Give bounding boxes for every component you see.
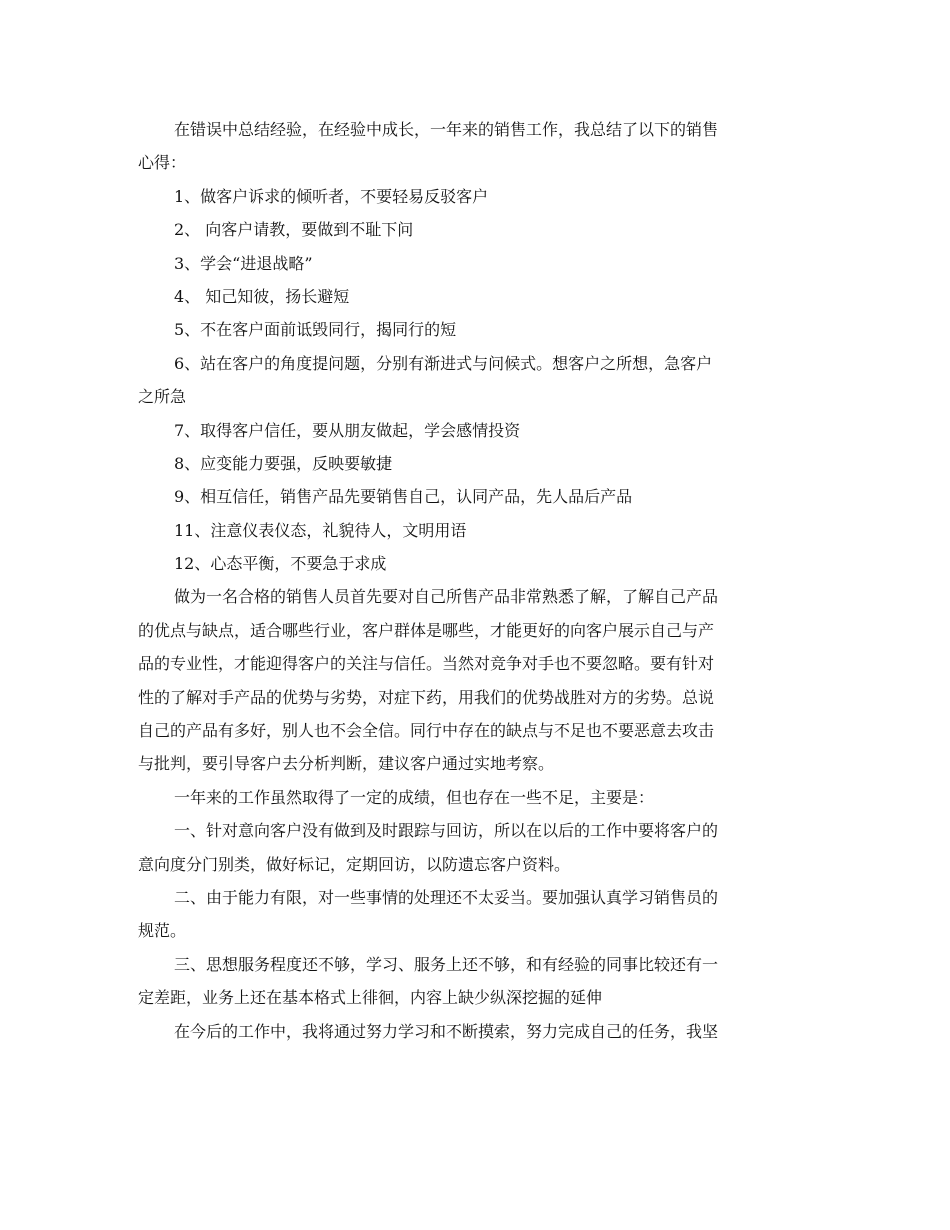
list-item: 7、取得客户信任，要从朋友做起，学会感情投资 xyxy=(174,420,521,440)
paragraph-line: 在错误中总结经验，在经验中成长，一年来的销售工作，我总结了以下的销售 xyxy=(174,120,719,139)
paragraph-line: 品的专业性，才能迎得客户的关注与信任。当然对竞争对手也不要忽略。要有针对 xyxy=(138,654,715,674)
paragraph-line: 三、思想服务程度还不够，学习、服务上还不够，和有经验的同事比较还有一 xyxy=(174,954,719,974)
list-item: 9、相互信任，销售产品先要销售自己，认同产品，先人品后产品 xyxy=(174,487,633,507)
paragraph-line: 规范。 xyxy=(138,921,187,941)
paragraph-line: 性的了解对手产品的优势与劣势，对症下药，用我们的优势战胜对方的劣势。总说 xyxy=(138,687,715,707)
list-item: 8、应变能力要强，反映要敏捷 xyxy=(174,453,393,473)
list-item: 2、 向客户请教，要做到不耻下问 xyxy=(174,220,414,240)
paragraph-line: 自己的产品有多好，别人也不会全信。同行中存在的缺点与不足也不要恶意去攻击 xyxy=(138,721,715,741)
paragraph-line: 的优点与缺点，适合哪些行业，客户群体是哪些，才能更好的向客户展示自己与产 xyxy=(138,620,715,640)
list-item: 1、做客户诉求的倾听者，不要轻易反驳客户 xyxy=(174,186,489,206)
list-item: 3、学会“进退战略” xyxy=(174,253,313,273)
paragraph-line: 定差距，业务上还在基本格式上徘徊，内容上缺少纵深挖掘的延伸 xyxy=(138,988,603,1008)
list-item: 6、站在客户的角度提问题，分别有渐进式与问候式。想客户之所想，急客户 xyxy=(174,353,713,373)
list-item: 11、注意仪表仪态，礼貌待人，文明用语 xyxy=(174,520,467,540)
paragraph-line: 二、由于能力有限，对一些事情的处理还不太妥当。要加强认真学习销售员的 xyxy=(174,887,719,907)
paragraph-line: 一年来的工作虽然取得了一定的成绩，但也存在一些不足，主要是： xyxy=(174,787,655,807)
paragraph-line: 做为一名合格的销售人员首先要对自己所售产品非常熟悉了解，了解自己产品 xyxy=(174,587,719,607)
list-item: 12、心态平衡，不要急于求成 xyxy=(174,554,387,574)
paragraph-line: 心得： xyxy=(138,153,187,173)
paragraph-line: 与批判，要引导客户去分析判断，建议客户通过实地考察。 xyxy=(138,754,555,774)
paragraph-line: 在今后的工作中，我将通过努力学习和不断摸索，努力完成自己的任务，我坚 xyxy=(174,1021,719,1041)
list-item: 5、不在客户面前诋毁同行，揭同行的短 xyxy=(174,320,457,340)
paragraph-line: 意向度分门别类，做好标记，定期回访，以防遗忘客户资料。 xyxy=(138,854,571,874)
list-item: 4、 知己知彼，扬长避短 xyxy=(174,286,350,306)
list-item-continuation: 之所急 xyxy=(138,387,187,407)
paragraph-line: 一、针对意向客户没有做到及时跟踪与回访，所以在以后的工作中要将客户的 xyxy=(174,821,719,841)
document-body xyxy=(138,113,818,1048)
